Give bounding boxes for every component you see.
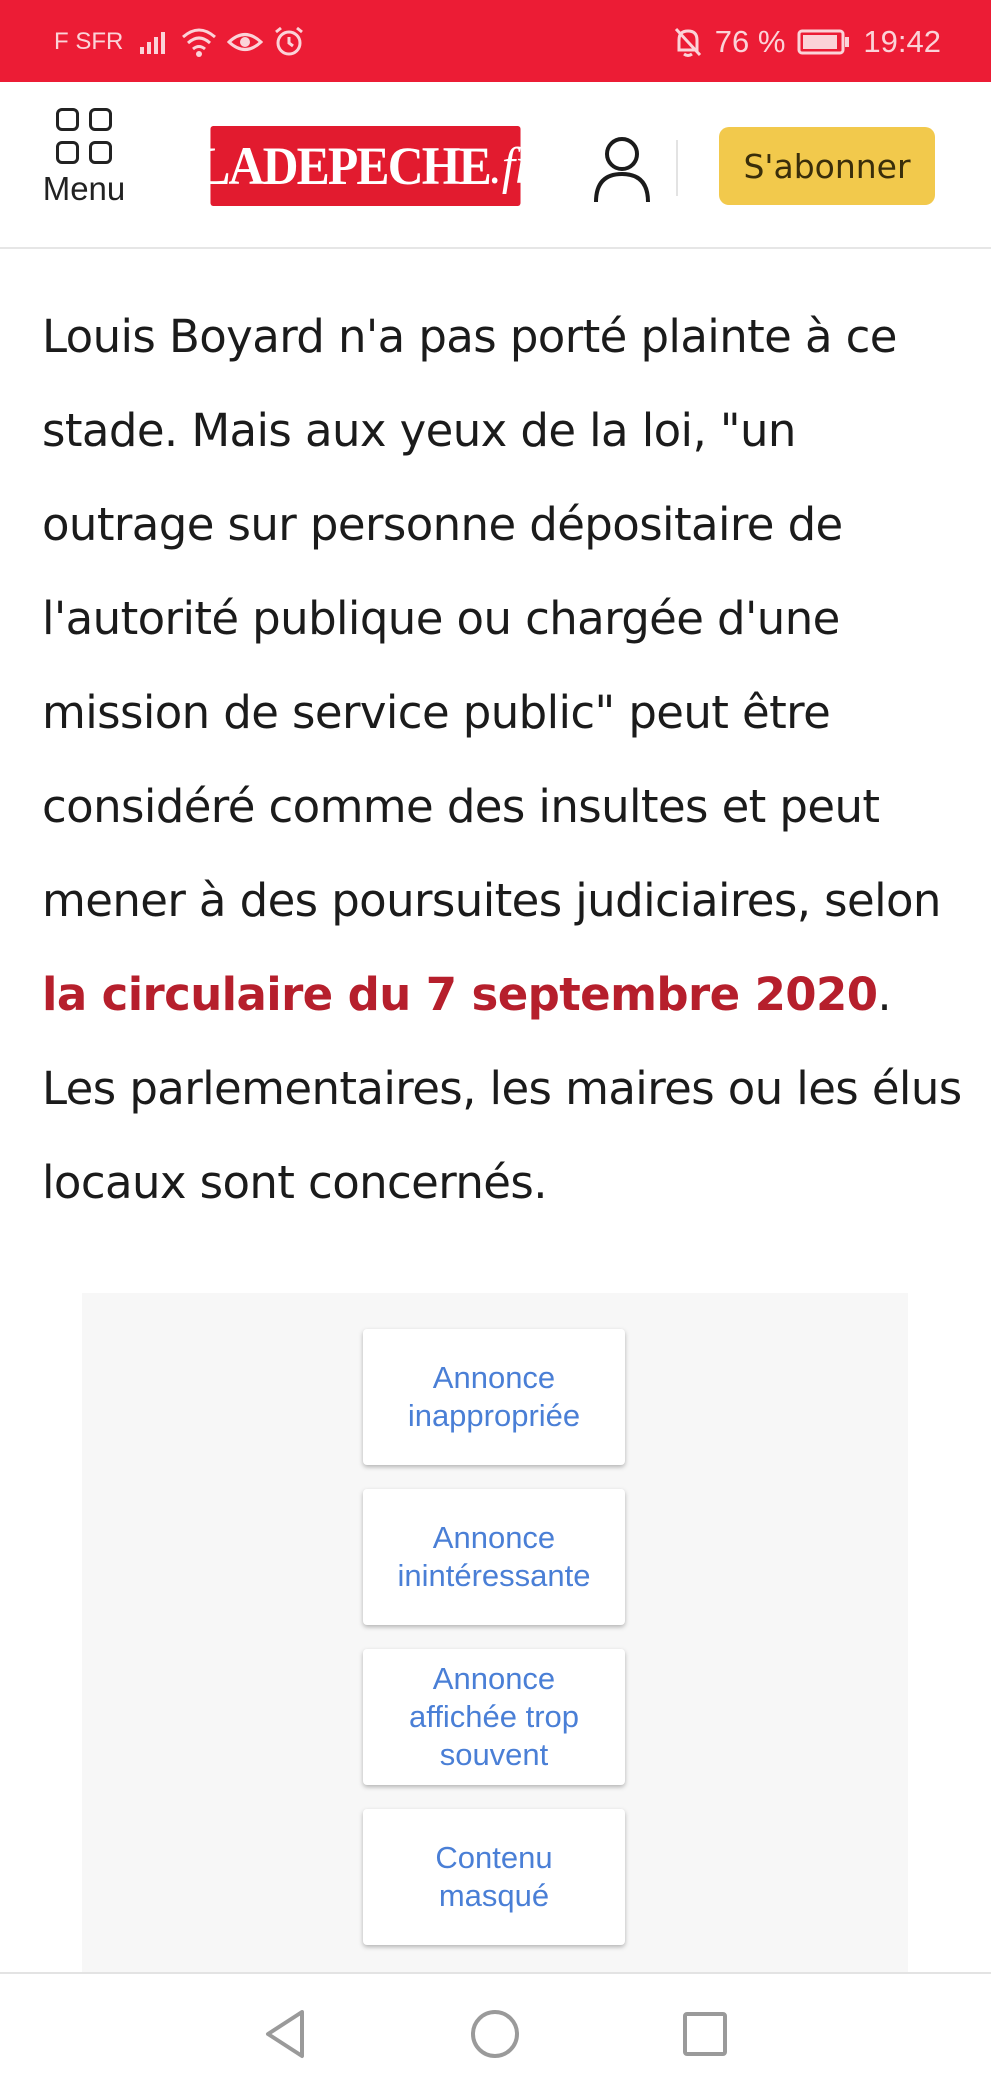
- battery-percent: 76 %: [714, 24, 786, 59]
- ad-feedback-too-often-button[interactable]: Annonce affichée trop souvent: [363, 1649, 625, 1785]
- site-logo[interactable]: [197, 126, 534, 206]
- eye-icon: [227, 27, 263, 57]
- status-left-icons: [139, 26, 305, 58]
- carrier-label: F SFR: [54, 28, 124, 55]
- wifi-icon: [181, 27, 217, 57]
- ad-feedback-panel: [82, 1293, 908, 1973]
- recents-icon[interactable]: [677, 2006, 733, 2062]
- article-paragraph: [42, 290, 962, 1230]
- ad-feedback-hidden-content-button[interactable]: Contenu masqué: [363, 1809, 625, 1945]
- header-divider: [676, 140, 678, 196]
- alarm-icon: [273, 26, 305, 58]
- user-account-icon[interactable]: [592, 132, 652, 204]
- site-header: [0, 82, 991, 249]
- signal-icon: [139, 29, 171, 55]
- bell-off-icon: [673, 26, 703, 58]
- system-nav-bar: [0, 1972, 991, 2094]
- article-text-before: Louis Boyard n'a pas porté plainte à ce stade. Mais aux yeux de la loi, "un outrage sur personne dépositaire de l'autorité publique ou chargée d'une mission de service public" peut être considéré comme des insultes et peut mener à des poursuites judiciaires, selon: [42, 310, 941, 927]
- menu-label: Menu: [42, 170, 126, 207]
- menu-button[interactable]: [34, 108, 134, 218]
- subscribe-button[interactable]: S'abonner: [719, 127, 935, 205]
- status-right: [673, 20, 941, 64]
- ad-feedback-uninteresting-button[interactable]: Annonce inintéressante: [363, 1489, 625, 1625]
- status-left: [54, 22, 305, 62]
- menu-grid-icon: [56, 108, 112, 164]
- home-icon[interactable]: [467, 2006, 523, 2062]
- logo-suffix-text: .fr: [489, 137, 534, 195]
- back-icon[interactable]: [258, 2006, 314, 2062]
- ad-feedback-inappropriate-button[interactable]: Annonce inappropriée: [363, 1329, 625, 1465]
- clock: 19:42: [863, 24, 941, 59]
- status-bar: [0, 0, 991, 82]
- article-text-after: . Les parlementaires, les maires ou les élus locaux sont concernés.: [42, 968, 962, 1209]
- logo-main-text: LADEPECHE: [197, 136, 490, 196]
- battery-icon: [797, 28, 851, 56]
- article-link[interactable]: la circulaire du 7 septembre 2020: [42, 968, 878, 1021]
